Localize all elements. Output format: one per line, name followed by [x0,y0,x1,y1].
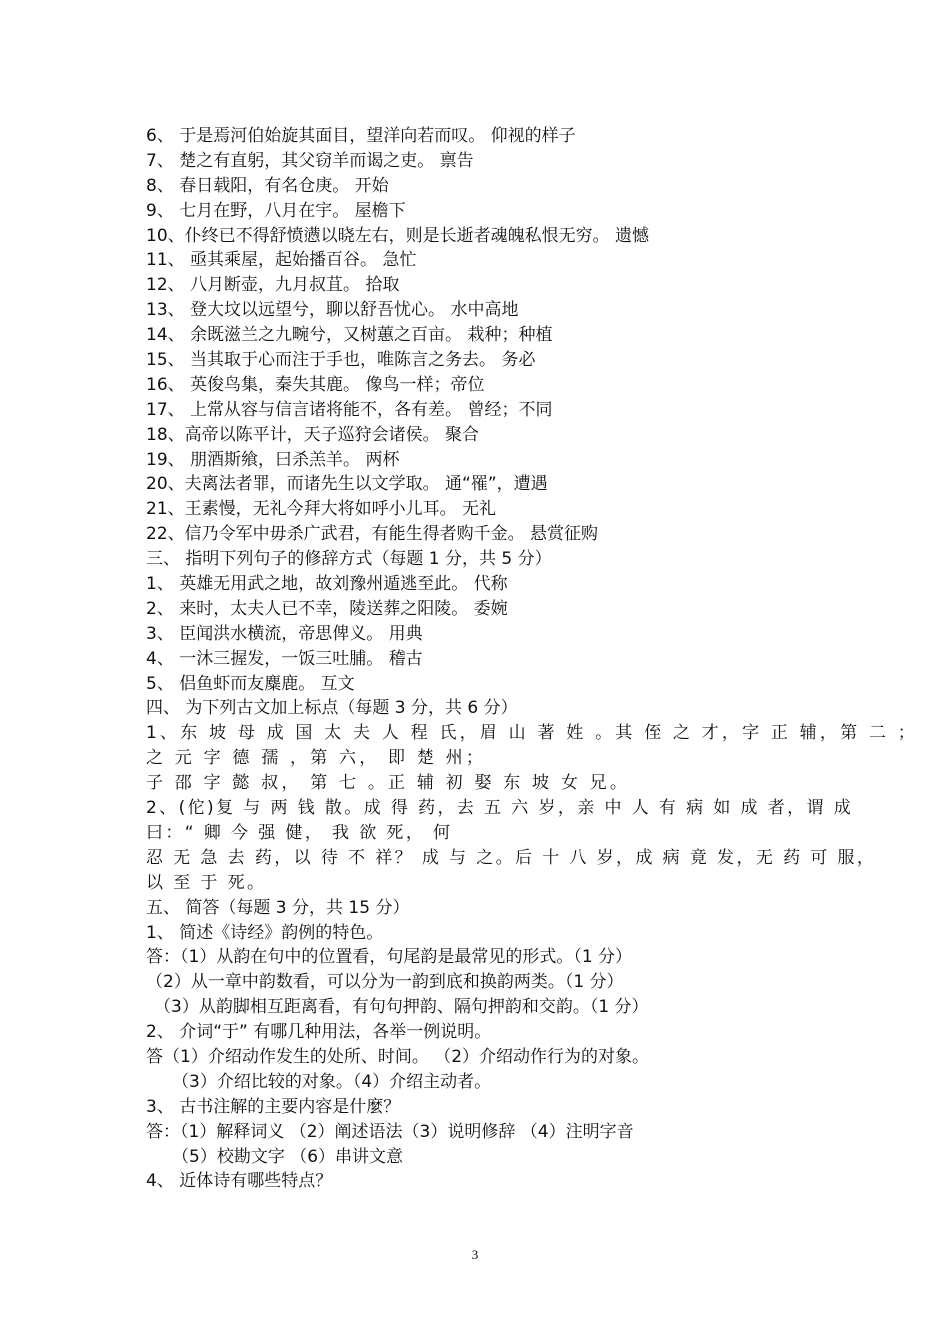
page-number: 3 [471,1247,479,1262]
answer-1-line-2: （2）从一章中韵数看，可以分为一韵到底和换韵两类。（1 分） [146,972,624,993]
rhetoric-item-3: 3、 臣闻洪水横流，帝思俾义。 用典 [146,623,423,644]
document-body [146,124,918,1194]
question-3: 3、 古书注解的主要内容是什麼？ [146,1096,401,1117]
rhetoric-item-1: 1、 英雄无用武之地，故刘豫州遁逃至此。 代称 [146,574,508,595]
answer-3-line-1: 答：（1）解释词义 （2）阐述语法（3）说明修辞 （4）注明字音 [146,1121,634,1142]
punctuation-item-2-line-4: 以 至 于 死。 [146,872,267,893]
answer-1-line-1: 答：（1）从韵在句中的位置看，句尾韵是最常见的形式。（1 分） [146,947,633,968]
punctuation-item-1-line-1: 1、东 坡 母 成 国 太 夫 人 程 氏，眉 山 著 姓 。其 侄 之 才，字 正 辅，第 二 ； [146,723,918,744]
line-6: 6、 于是焉河伯始旋其面目，望洋向若而叹。 仰视的样子 [146,126,576,146]
section-5-heading: 五、 简答（每题 3 分，共 15 分） [146,897,410,918]
punctuation-item-1-line-3: 子 邵 字 懿 叔， 第 七 。正 辅 初 娶 东 坡 女 兄。 [146,773,631,794]
punctuation-item-2-line-1: 2、(佗)复 与 两 钱 散。成 得 药，去 五 六 岁，亲 中 人 有 病 如 成 者，谓 成 [146,798,854,819]
line-11: 11、 亟其乘屋，起始播百谷。 急忙 [146,250,417,271]
line-14: 14、 余既滋兰之九畹兮，又树蕙之百亩。 栽种；种植 [146,325,553,346]
answer-2-line-2: （3）介绍比较的对象。（4）介绍主动者。 [172,1071,492,1092]
answer-1-line-3: （3）从韵脚相互距离看，有句句押韵、隔句押韵和交韵。（1 分） [154,997,649,1018]
question-1: 1、 简述《诗经》韵例的特色。 [146,922,384,943]
line-21: 21、王素慢，无礼今拜大将如呼小儿耳。 无礼 [146,499,497,520]
line-15: 15、 当其取于心而注于手也，唯陈言之务去。 务必 [146,350,536,371]
question-4: 4、 近体诗有哪些特点？ [146,1171,333,1192]
line-10: 10、仆终已不得舒愤懑以晓左右，则是长逝者魂魄私恨无穷。 遗憾 [146,225,650,246]
line-18: 18、高帝以陈平计，天子巡狩会诸侯。 聚合 [146,424,480,445]
answer-2-line-1: 答（1）介绍动作发生的处所、时间。 （2）介绍动作行为的对象。 [146,1046,650,1067]
line-8: 8、 春日载阳，有名仓庚。 开始 [146,175,389,196]
line-17: 17、 上常从容与信言诸将能不，各有差。 曾经；不同 [146,399,553,420]
line-9: 9、 七月在野，八月在宇。 屋檐下 [146,200,406,221]
question-2: 2、 介词“于” 有哪几种用法，各举一例说明。 [146,1022,492,1043]
punctuation-item-1-line-2: 之 元 字 德 孺 ，第 六， 即 楚 州； [146,748,487,769]
line-22: 22、信乃令军中毋杀广武君，有能生得者购千金。 悬赏征购 [146,524,599,545]
rhetoric-item-2: 2、 来时，太夫人已不幸，陵送葬之阳陵。 委婉 [146,598,508,619]
line-7: 7、 楚之有直躬，其父窃羊而谒之吏。 禀告 [146,150,474,171]
line-19: 19、 朋酒斯飨，曰杀羔羊。 两杯 [146,449,400,470]
section-4-heading: 四、 为下列古文加上标点（每题 3 分，共 6 分） [146,698,518,719]
punctuation-item-2-line-2: 曰：“ 卿 今 强 健， 我 欲 死， 何 [146,822,453,843]
section-3-heading: 三、 指明下列句子的修辞方式（每题 1 分，共 5 分） [146,549,552,570]
punctuation-item-2-line-3: 忍 无 急 去 药，以 待 不 祥？ 成 与 之。后 十 八 岁，成 病 竟 发，无 药 可 服， [146,847,877,868]
line-16: 16、 英俊鸟集，秦失其鹿。 像鸟一样；帝位 [146,374,485,395]
line-20: 20、夫离法者罪，而诸先生以文学取。 通“罹”，遭遇 [146,474,548,495]
line-12: 12、 八月断壶，九月叔苴。 拾取 [146,275,400,296]
line-13: 13、 登大坟以远望兮，聊以舒吾忧心。 水中高地 [146,300,519,321]
rhetoric-item-5: 5、 侣鱼虾而友麋鹿。 互文 [146,673,355,694]
rhetoric-item-4: 4、 一沐三握发，一饭三吐脯。 稽古 [146,648,423,669]
answer-3-line-2: （5）校勘文字 （6）串讲文意 [172,1146,404,1167]
